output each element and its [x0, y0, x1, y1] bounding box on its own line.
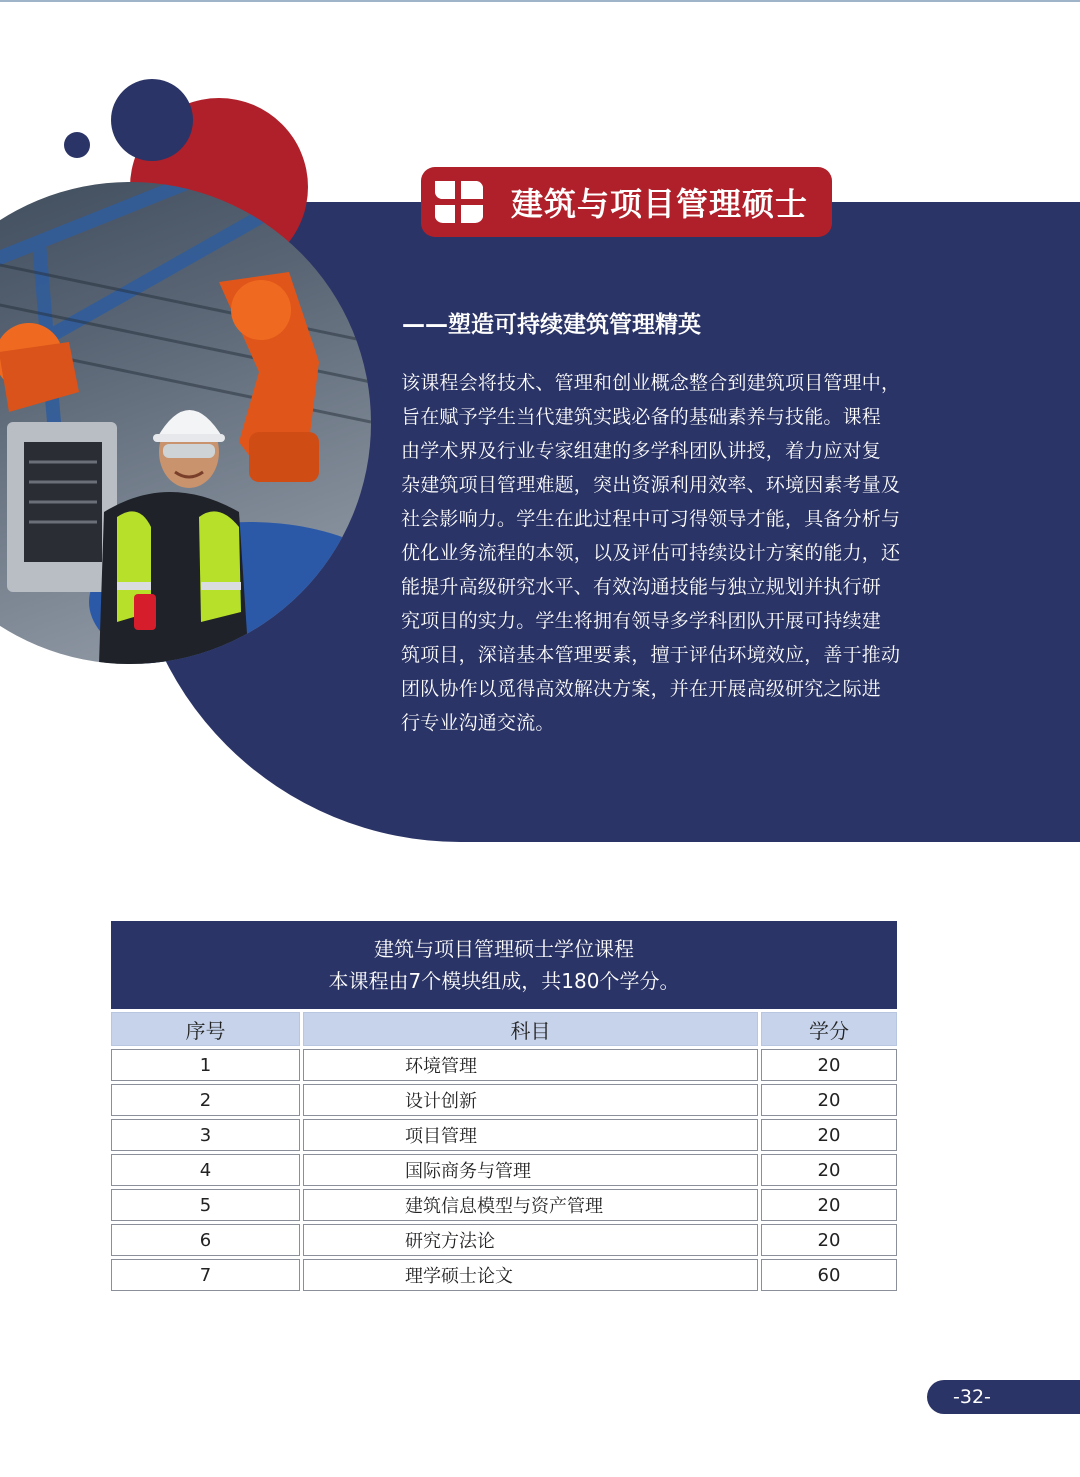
cell-number: 2 — [111, 1084, 300, 1116]
cell-credits: 60 — [761, 1259, 897, 1291]
table-row — [111, 1154, 897, 1186]
cell-credits: 20 — [761, 1084, 897, 1116]
cell-subject: 设计创新 — [303, 1084, 758, 1116]
page-subtitle: ——塑造可持续建筑管理精英 — [402, 312, 701, 338]
cell-subject: 研究方法论 — [303, 1224, 758, 1256]
table-body — [111, 1049, 897, 1291]
table-caption-summary: 本课程由7个模块组成，共180个学分。 — [328, 969, 680, 993]
column-header-credits: 学分 — [761, 1012, 897, 1046]
intro-line: 优化业务流程的本领，以及评估可持续设计方案的能力，还 — [401, 542, 901, 564]
title-badge — [421, 167, 832, 237]
intro-line: 杂建筑项目管理难题，突出资源利用效率、环境因素考量及 — [401, 474, 901, 496]
table-row — [111, 1119, 897, 1151]
intro-line: 该课程会将技术、管理和创业概念整合到建筑项目管理中， — [401, 372, 901, 394]
navy-decor-circle — [111, 79, 193, 161]
cell-credits: 20 — [761, 1049, 897, 1081]
cell-number: 1 — [111, 1049, 300, 1081]
intro-line: 社会影响力。学生在此过程中可习得领导才能，具备分析与 — [401, 508, 901, 530]
page-title: 建筑与项目管理硕士 — [511, 185, 809, 223]
intro-line: 筑项目，深谙基本管理要素，擅于评估环境效应，善于推动 — [401, 644, 901, 666]
cell-number: 6 — [111, 1224, 300, 1256]
table-row — [111, 1259, 897, 1291]
table-row — [111, 1189, 897, 1221]
table-row — [111, 1084, 897, 1116]
cell-credits: 20 — [761, 1224, 897, 1256]
intro-line: 究项目的实力。学生将拥有领导多学科团队开展可持续建 — [401, 610, 882, 632]
cell-number: 4 — [111, 1154, 300, 1186]
table-row — [111, 1049, 897, 1081]
intro-line: 能提升高级研究水平、有效沟通技能与独立规划并执行研 — [401, 576, 882, 598]
cell-number: 7 — [111, 1259, 300, 1291]
cell-credits: 20 — [761, 1154, 897, 1186]
column-header-number: 序号 — [111, 1012, 300, 1046]
table-caption — [111, 921, 897, 1009]
cell-subject: 项目管理 — [303, 1119, 758, 1151]
cell-number: 3 — [111, 1119, 300, 1151]
small-decor-dot — [64, 132, 90, 158]
cell-number: 5 — [111, 1189, 300, 1221]
intro-line: 团队协作以觅得高效解决方案，并在开展高级研究之际进 — [401, 678, 882, 700]
column-header-subject: 科目 — [303, 1012, 758, 1046]
cell-credits: 20 — [761, 1119, 897, 1151]
course-table — [111, 921, 897, 1291]
cell-credits: 20 — [761, 1189, 897, 1221]
clover-icon — [431, 177, 487, 227]
page-number: -32- — [927, 1380, 1080, 1414]
cell-subject: 理学硕士论文 — [303, 1259, 758, 1291]
table-header-row — [111, 1012, 897, 1046]
cell-subject: 环境管理 — [303, 1049, 758, 1081]
top-divider — [0, 0, 1080, 2]
intro-line: 旨在赋予学生当代建筑实践必备的基础素养与技能。课程 — [401, 406, 882, 428]
intro-line: 行专业沟通交流。 — [401, 712, 555, 734]
table-caption-title: 建筑与项目管理硕士学位课程 — [374, 937, 634, 961]
table-row — [111, 1224, 897, 1256]
cell-subject: 建筑信息模型与资产管理 — [303, 1189, 758, 1221]
intro-line: 由学术界及行业专家组建的多学科团队讲授，着力应对复 — [401, 440, 882, 462]
cell-subject: 国际商务与管理 — [303, 1154, 758, 1186]
intro-paragraph — [401, 366, 901, 740]
